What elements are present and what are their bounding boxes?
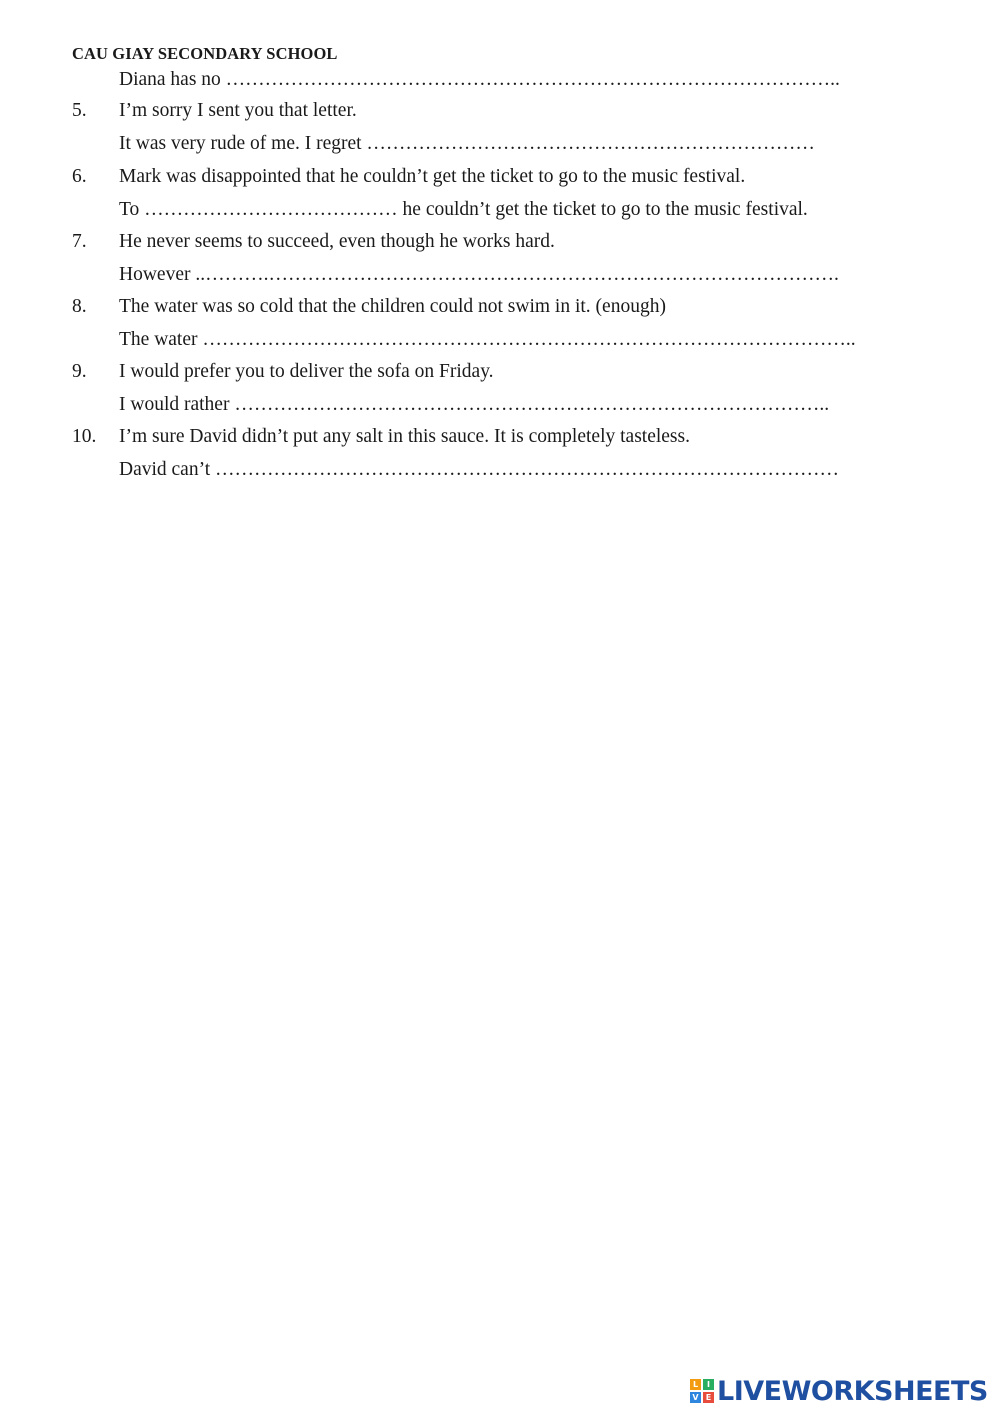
logo-mark-l: L [690, 1379, 701, 1390]
answer-line-10[interactable]: David can’t …………………………………………………………………………………… [119, 459, 840, 480]
question-10-prompt: I’m sure David didn’t put any salt in this sauce. It is completely tasteless. [119, 426, 690, 447]
question-7-number: 7. [72, 231, 87, 252]
liveworksheets-logo-text: LIVEWORKSHEETS [717, 1375, 988, 1407]
answer-line-9[interactable]: I would rather ……………………………………………………………………………….. [119, 394, 830, 415]
liveworksheets-logo[interactable] [690, 1374, 988, 1408]
question-7-prompt: He never seems to succeed, even though he works hard. [119, 231, 555, 252]
answer-line-7[interactable]: However ..……….……………………………………………………………………………. [119, 264, 839, 285]
liveworksheets-logo-mark-icon [690, 1379, 714, 1403]
question-9-number: 9. [72, 361, 87, 382]
answer-line-4[interactable]: Diana has no ………………………………………………………………………………….. [119, 69, 840, 90]
logo-mark-v: V [690, 1392, 701, 1403]
logo-mark-i: I [703, 1379, 714, 1390]
question-8-prompt: The water was so cold that the children could not swim in it. (enough) [119, 296, 666, 317]
school-header: CAU GIAY SECONDARY SCHOOL [72, 44, 338, 63]
question-5-number: 5. [72, 100, 87, 121]
question-6-prompt: Mark was disappointed that he couldn’t get the ticket to go to the music festival. [119, 166, 746, 187]
question-10-number: 10. [72, 426, 97, 447]
question-6-number: 6. [72, 166, 87, 187]
answer-line-8[interactable]: The water ……………………………………………………………………………………….. [119, 329, 856, 350]
question-9-prompt: I would prefer you to deliver the sofa on Friday. [119, 361, 494, 382]
answer-line-5[interactable]: It was very rude of me. I regret …………………………………………………………… [119, 133, 815, 154]
logo-mark-e: E [703, 1392, 714, 1403]
question-8-number: 8. [72, 296, 87, 317]
question-5-prompt: I’m sorry I sent you that letter. [119, 100, 357, 121]
answer-line-6[interactable]: To ………………………………… he couldn’t get the ticket to go to the music festival. [119, 199, 808, 220]
